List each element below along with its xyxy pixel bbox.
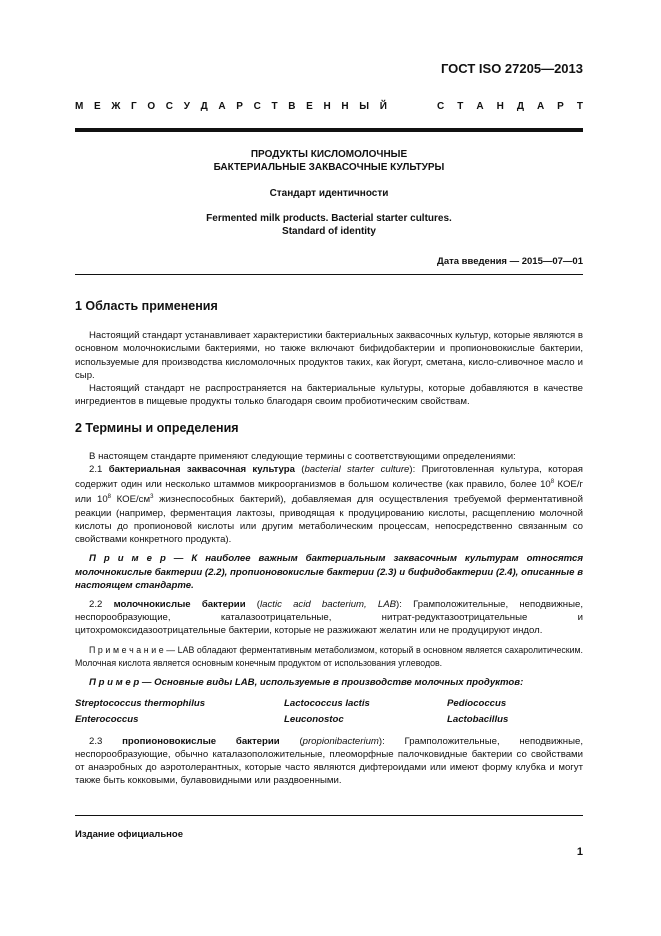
banner-letter: С <box>253 101 261 112</box>
banner-letter: У <box>183 101 190 112</box>
banner-letter: В <box>288 101 296 112</box>
banner-letter: Н <box>323 101 331 112</box>
header-rule <box>75 128 583 132</box>
banner-letter: А <box>536 101 545 112</box>
term-2-1: 2.1 бактериальная заквасочная культура (bacterial starter culture): Приготовленная культура, которая содержит один или несколько штаммов микроорганизмов в большом количестве (как правило, более $10^8$ КОЕ/г или $10^8$ КОЕ/$см^3$ жизнеспособных бактерий), добавляемая для осуществления требуемой ферментативной реакции (например, ферментация лактозы, приводящая к продуцированию кислоты, расщеплению молочной кислоты до пропионовой кислоты или другим метаболическим процессам, непосредственно связанным со свойствами конкретного продукта). <box>75 463 583 546</box>
term-2-3-english: propionibacterium <box>302 735 379 747</box>
banner-letter: Р <box>236 101 243 112</box>
section-1-paragraph-1: Настоящий стандарт устанавливает характеристики бактериальных заквасочных культур, которые являются в основном молочнокислыми бактериями, но также включают бифидобактерии и пропионовокислые бактерии, используемые для производства кисломолочных продуктов таких, как йогурт, сметана, кисло-сливочное масло и сыр. <box>75 330 583 381</box>
date-rule <box>75 274 583 275</box>
banner-letter: Е <box>94 101 101 112</box>
organism-item: Leuconostoc <box>284 714 344 726</box>
term-2-1-name: бактериальная заквасочная культура <box>108 463 295 475</box>
standard-type-banner <box>75 101 583 112</box>
banner-letter: Е <box>306 101 313 112</box>
organism-item: Pediococcus <box>447 698 507 710</box>
organism-list <box>75 697 583 726</box>
banner-letter: Т <box>457 101 464 112</box>
banner-letter: Й <box>379 101 387 112</box>
banner-letter: Т <box>576 101 583 112</box>
banner-letter: Р <box>557 101 564 112</box>
term-2-3-name: пропионовокислые бактерии <box>122 735 280 747</box>
term-2-2: 2.2 молочнокислые бактерии (lactic acid bacterium, LAB): Грамположительные, неподвижные, неспорообразующие, каталазоотрицательные, нитрат-редуктазоотрицательные и цитохромоксидазоотрицательные бактерии, которые не разжижают желатин или не продуцируют индол. <box>75 599 584 637</box>
term-2-2-english: lactic acid bacterium, LAB <box>260 599 397 611</box>
banner-letter: А <box>218 101 226 112</box>
effective-date: Дата введения — 2015—07—01 <box>437 256 583 267</box>
page-number: 1 <box>576 846 583 858</box>
banner-letter: А <box>476 101 484 112</box>
banner-letter: Ы <box>359 101 370 112</box>
organism-item: Enterococcus <box>75 714 139 726</box>
banner-word-interstate <box>75 101 387 112</box>
banner-letter: Н <box>341 101 349 112</box>
banner-letter: Д <box>200 101 208 112</box>
section-2-intro: В настоящем стандарте применяют следующие термины с соответствующими определениями: <box>89 450 516 462</box>
footer-rule <box>75 815 583 816</box>
document-subtitle: Стандарт идентичности <box>269 188 389 199</box>
example-2: П р и м е р — Основные виды LAB, используемые в производстве молочных продуктов: <box>89 677 524 689</box>
banner-letter: Ж <box>111 101 121 112</box>
banner-letter: Г <box>131 101 137 112</box>
organism-item: Lactobacillus <box>447 714 509 726</box>
section-1-paragraph-2: Настоящий стандарт не распространяется на бактериальные культуры, которые добавляются в качестве ингредиентов в пищевые продукты только благодаря своим пробиотическим свойствам. <box>75 383 583 408</box>
organism-item: Lactococcus lactis <box>284 698 370 710</box>
section-2-heading: 2 Термины и определения <box>75 421 239 436</box>
document-title: ПРОДУКТЫ КИСЛОМОЛОЧНЫЕ БАКТЕРИАЛЬНЫЕ ЗАКВАСОЧНЫЕ КУЛЬТУРЫ <box>213 149 445 173</box>
banner-letter: Т <box>271 101 278 112</box>
organism-item: Streptococcus thermophilus <box>75 698 206 710</box>
standard-code: ГОСТ ISO 27205—2013 <box>440 61 583 76</box>
example-1: П р и м е р — К наиболее важным бактериальным заквасочным культурам относятся молочнокислые бактерии (2.2), пропионовокислые бактерии (2.3) и бифидобактерии (2.4), описанные в настоящем стандарте. <box>75 553 583 591</box>
banner-letter: Д <box>516 101 524 112</box>
section-1-heading: 1 Область применения <box>75 299 218 313</box>
banner-word-standard <box>437 101 583 112</box>
document-body <box>75 300 583 787</box>
banner-letter: С <box>165 101 174 112</box>
publication-label: Издание официальное <box>75 829 183 840</box>
banner-letter: С <box>437 101 445 112</box>
banner-letter: О <box>147 101 156 112</box>
note-lab: П р и м е ч а н и е — LAB обладают ферментативным метаболизмом, который в основном является сахаролитическим. Молочная кислота является основным конечным продуктом от использования углеводов. <box>75 644 583 668</box>
term-2-1-english: bacterial starter culture <box>304 463 410 475</box>
banner-letter: М <box>75 101 84 112</box>
term-2-3: 2.3 пропионовокислые бактерии (propionibacterium): Грамположительные, неподвижные, неспорообразующие, обычно каталазоположительные, плеоморфные палочковидные бактерии со свойствами от анаэробных до аэротолерантных, которые часто являются дифтероидами или имеют форму клубка и могут также быть кокковыми, булавовидными или раздвоенными. <box>75 735 583 787</box>
banner-letter: Н <box>496 101 504 112</box>
term-2-2-name: молочнокислые бактерии <box>113 599 246 611</box>
english-title: Fermented milk products. Bacterial starter cultures. Standard of identity <box>206 213 452 237</box>
